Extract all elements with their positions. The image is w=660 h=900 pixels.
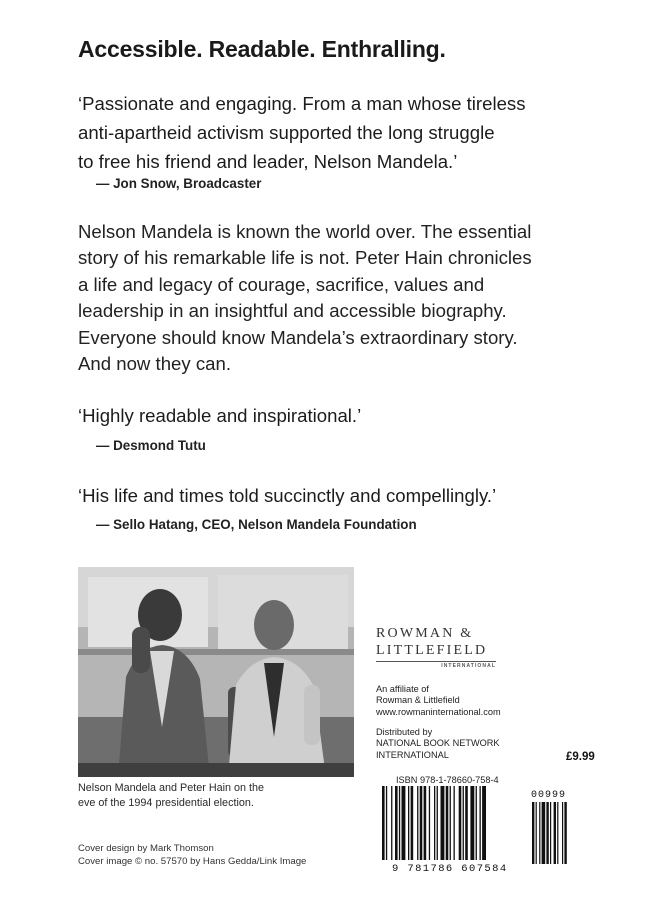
quote-attribution: — Jon Snow, Broadcaster xyxy=(96,176,262,191)
quote-jon-snow xyxy=(78,89,526,176)
blurb-line: a life and legacy of courage, sacrifice, values and xyxy=(78,273,485,295)
cover-photo xyxy=(78,567,354,777)
barcode-bar xyxy=(459,786,462,860)
barcode-bar xyxy=(402,786,406,860)
barcode-bar xyxy=(417,786,418,860)
quote-desmond-tutu xyxy=(78,401,361,430)
blurb-line: And now they can. xyxy=(78,353,231,375)
distribution-info xyxy=(376,727,500,761)
blurb-line: Nelson Mandela is known the world over. The essential xyxy=(78,221,532,242)
cover-credits xyxy=(78,843,306,868)
caption-line: Nelson Mandela and Peter Hain on the xyxy=(78,782,265,794)
barcode-bar xyxy=(437,786,438,860)
barcode-bar xyxy=(395,786,398,860)
price: £9.99 xyxy=(566,751,595,763)
barcode-bar xyxy=(446,786,449,860)
barcode-bar xyxy=(420,786,423,860)
barcode-addon-bar xyxy=(564,802,566,864)
barcode-bar xyxy=(463,786,464,860)
publisher-logo xyxy=(376,625,500,669)
photo-caption xyxy=(78,781,264,811)
quote-attribution: — Desmond Tutu xyxy=(96,438,206,453)
blurb xyxy=(78,219,532,377)
quote-sello-hatang xyxy=(78,481,496,510)
quote-line: ‘His life and times told succinctly and compellingly.’ xyxy=(78,485,497,506)
barcode-bar xyxy=(411,786,414,860)
barcode-bar xyxy=(441,786,445,860)
barcode-addon-digits: 00999 xyxy=(531,790,567,801)
publisher-name-line1: ROWMAN & xyxy=(376,626,474,641)
photo-illustration xyxy=(78,567,354,777)
distribution-line: NATIONAL BOOK NETWORK xyxy=(376,738,500,749)
affiliate-line: www.rowmaninternational.com xyxy=(376,706,501,717)
caption-line: eve of the 1994 presidential election. xyxy=(78,797,254,809)
publisher-name-line2: LITTLEFIELD xyxy=(376,643,488,658)
publisher-rule xyxy=(376,661,496,662)
barcode-bar xyxy=(465,786,468,860)
barcode-bar xyxy=(429,786,430,860)
barcode-addon-bar xyxy=(562,802,563,864)
distribution-line: INTERNATIONAL xyxy=(376,749,449,760)
barcode-addon-bar xyxy=(539,802,540,864)
barcode-addon-bar xyxy=(546,802,548,864)
barcode-addon-bar xyxy=(536,802,537,864)
barcode-bar xyxy=(454,786,455,860)
distribution-line: Distributed by xyxy=(376,727,433,737)
barcode-bar xyxy=(470,786,474,860)
credit-line: Cover image © no. 57570 by Hans Gedda/Link Image xyxy=(78,855,307,867)
barcode-bar xyxy=(424,786,427,860)
barcode-digits: 9 781786 607584 xyxy=(392,863,508,875)
barcode-bar xyxy=(391,786,392,860)
barcode-bar xyxy=(434,786,435,860)
barcode-addon-bar xyxy=(554,802,556,864)
quote-line: ‘Passionate and engaging. From a man whose tireless xyxy=(78,93,526,114)
publisher-subtitle: INTERNATIONAL xyxy=(441,663,496,669)
barcode-addon-bar xyxy=(532,802,534,864)
barcode-addon-bar xyxy=(542,802,546,864)
barcode-bar xyxy=(399,786,400,860)
blurb-line: story of his remarkable life is not. Peter Hain chronicles xyxy=(78,247,532,269)
blurb-line: leadership in an insightful and accessible biography. xyxy=(78,300,507,322)
barcode-bar xyxy=(482,786,486,860)
quote-line: to free his friend and leader, Nelson Mandela.’ xyxy=(78,151,458,172)
barcode-bar xyxy=(476,786,477,860)
headline: Accessible. Readable. Enthralling. xyxy=(78,36,446,62)
barcode-bar xyxy=(408,786,409,860)
affiliate-line: Rowman & Littlefield xyxy=(376,695,460,706)
quote-line: anti-apartheid activism supported the long struggle xyxy=(78,122,495,143)
quote-line: ‘Highly readable and inspirational.’ xyxy=(78,405,362,426)
barcode-bar xyxy=(382,786,385,860)
isbn-number: ISBN 978-1-78660-758-4 xyxy=(396,775,499,785)
credit-line: Cover design by Mark Thomson xyxy=(78,843,214,854)
barcode-bar xyxy=(480,786,481,860)
barcode-bar xyxy=(386,786,387,860)
blurb-line: Everyone should know Mandela’s extraordinary story. xyxy=(78,326,518,348)
barcode-bar xyxy=(450,786,451,860)
barcode-addon-bar xyxy=(550,802,551,864)
quote-attribution: — Sello Hatang, CEO, Nelson Mandela Foundation xyxy=(96,517,417,532)
affiliate-info xyxy=(376,684,501,718)
affiliate-line: An affiliate of xyxy=(376,684,429,694)
barcode-addon-bar xyxy=(557,802,558,864)
